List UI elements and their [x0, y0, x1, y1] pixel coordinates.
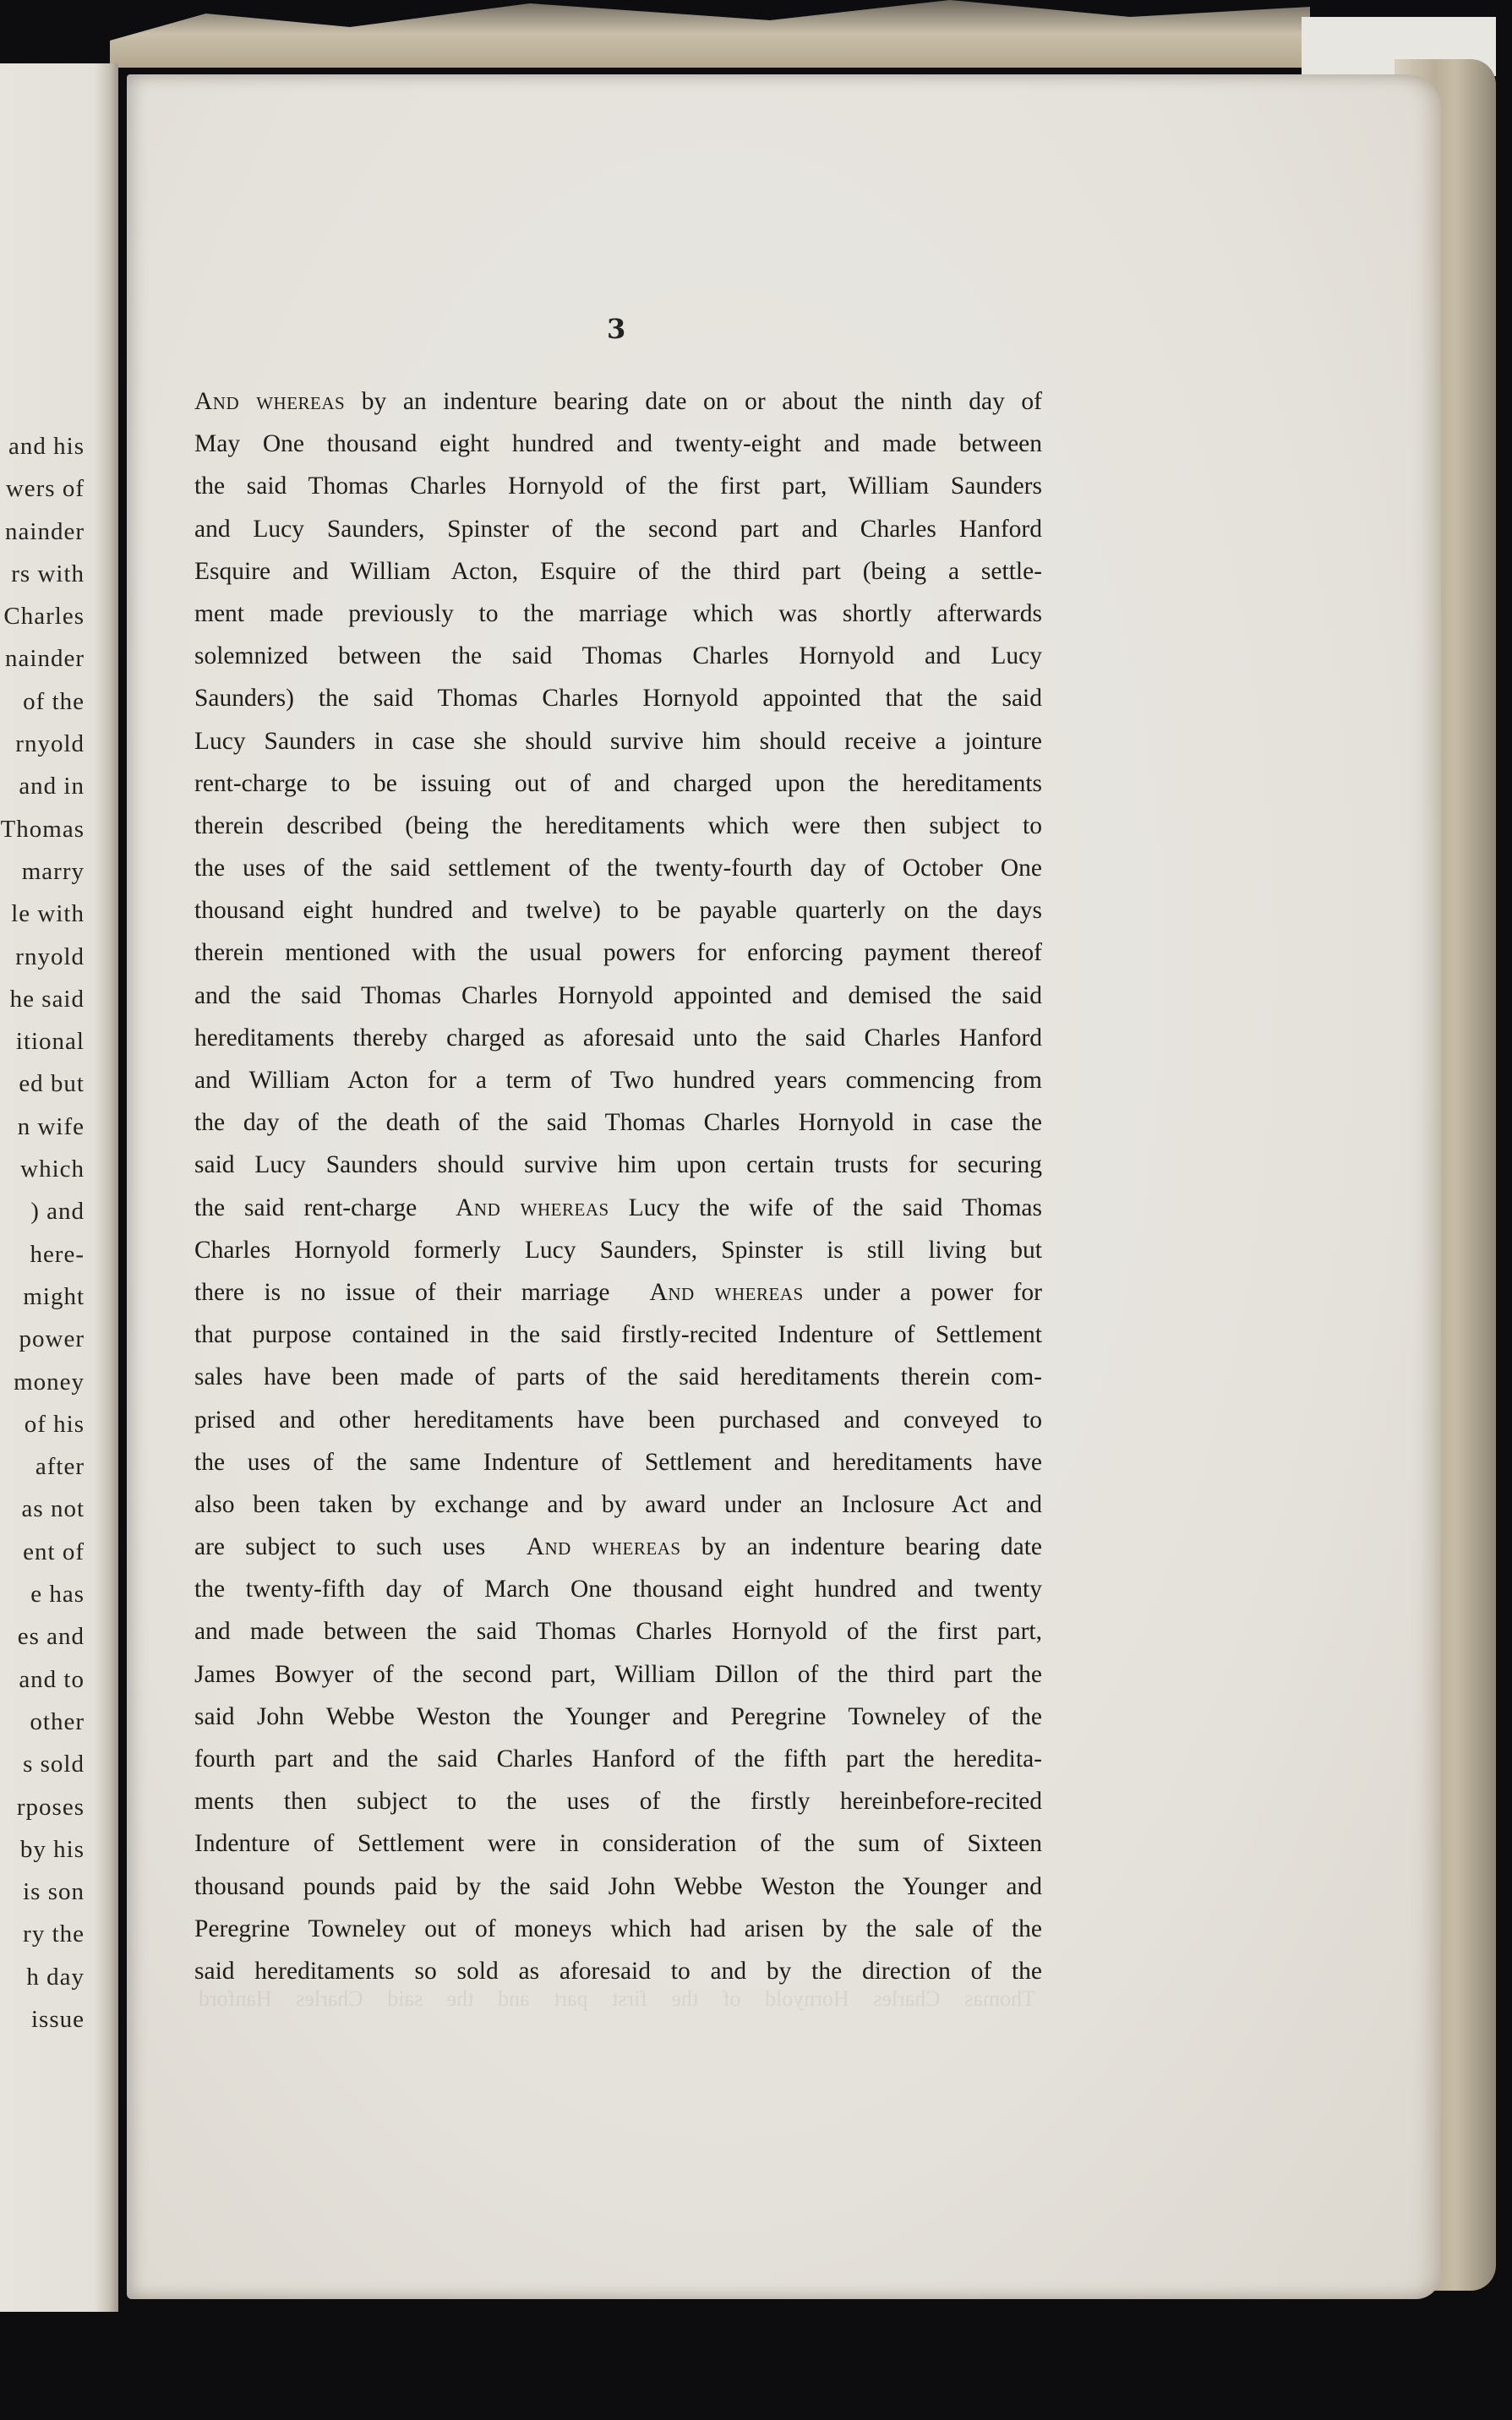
left-page-line: rs with — [11, 560, 85, 587]
text-line: said hereditaments so sold as aforesaid to and by the direction of the — [194, 1957, 1042, 1985]
left-page-line: rnyold — [15, 730, 85, 758]
text-line: also been taken by exchange and by award under an Inclosure Act and — [194, 1490, 1042, 1518]
text-line — [194, 1187, 1042, 1229]
text-segment: the said rent-charge — [194, 1194, 456, 1221]
text-line: thousand eight hundred and twelve) to be payable quarterly on the days — [194, 897, 1042, 925]
left-page-line: rposes — [16, 1793, 85, 1821]
left-page-line: h day — [26, 1963, 85, 1991]
left-page-line: ent of — [23, 1538, 85, 1565]
left-page-line: ) and — [30, 1198, 85, 1226]
text-line: Indenture of Settlement were in consideration of the sum of Sixteen — [194, 1830, 1042, 1858]
left-page-line: of his — [24, 1410, 85, 1438]
left-page-line: marry — [21, 857, 85, 885]
left-page-line: and his — [8, 433, 85, 460]
text-line: ment made previously to the marriage which was shortly afterwards — [194, 599, 1042, 627]
left-page-line: he said — [9, 985, 85, 1013]
left-page-line: other — [30, 1707, 85, 1735]
small-caps-heading: And whereas — [526, 1533, 681, 1561]
left-page-line: by his — [19, 1835, 85, 1863]
left-page-line: money — [14, 1368, 85, 1396]
torn-paper-top — [110, 0, 1310, 68]
text-line: that purpose contained in the said firstly-recited Indenture of Settlement — [194, 1321, 1042, 1349]
text-line: Lucy Saunders in case she should survive him should receive a jointure — [194, 727, 1042, 755]
text-line: the twenty-fifth day of March One thousand eight hundred and twenty — [194, 1576, 1042, 1603]
left-page-line: es and — [17, 1623, 85, 1651]
text-line: solemnized between the said Thomas Charles Hornyold and Lucy — [194, 642, 1042, 670]
left-page-line: e has — [30, 1581, 85, 1609]
text-segment: by an indenture bearing date — [680, 1533, 1042, 1561]
left-page-line: le with — [11, 900, 85, 928]
text-line: the uses of the same Indenture of Settlement and hereditaments have — [194, 1448, 1042, 1476]
left-page-line: might — [23, 1282, 85, 1310]
text-line: ments then subject to the uses of the firstly hereinbefore-recited — [194, 1788, 1042, 1816]
left-page — [0, 63, 118, 2312]
left-page-line: and to — [19, 1665, 85, 1693]
text-line: said Lucy Saunders should survive him upon certain trusts for securing — [194, 1151, 1042, 1179]
text-line: Peregrine Towneley out of moneys which had arisen by the sale of the — [194, 1915, 1042, 1942]
left-page-line: wers of — [5, 475, 85, 503]
text-line: the uses of the said settlement of the twenty-fourth day of October One — [194, 855, 1042, 882]
left-page-line: which — [20, 1155, 85, 1183]
text-segment: there is no issue of their marriage — [194, 1278, 650, 1306]
text-line: therein mentioned with the usual powers for enforcing payment thereof — [194, 939, 1042, 967]
small-caps-heading: And whereas — [649, 1278, 804, 1306]
text-line: Charles Hornyold formerly Lucy Saunders, Spinster is still living but — [194, 1236, 1042, 1264]
text-line: and William Acton for a term of Two hundred years commencing from — [194, 1067, 1042, 1094]
text-segment: under a power for — [803, 1278, 1042, 1306]
left-page-text — [1, 425, 85, 2040]
text-line: said John Webbe Weston the Younger and Peregrine Towneley of the — [194, 1702, 1042, 1730]
left-page-line: after — [35, 1453, 85, 1481]
left-page-line: of the — [23, 687, 85, 715]
text-segment: by an indenture bearing date on or about the ninth day of — [345, 388, 1042, 415]
text-line — [194, 380, 1042, 423]
text-line — [194, 1526, 1042, 1568]
text-line: fourth part and the said Charles Hanford of the fifth part the heredita- — [194, 1745, 1042, 1773]
text-line: rent-charge to be issuing out of and charged upon the hereditaments — [194, 769, 1042, 797]
text-line: therein described (being the hereditaments which were then subject to — [194, 811, 1042, 839]
left-page-line: Charles — [3, 603, 85, 631]
text-line: the said Thomas Charles Hornyold of the first part, William Saunders — [194, 473, 1042, 500]
left-page-line: n wife — [17, 1112, 85, 1140]
left-page-line: as not — [21, 1495, 85, 1523]
text-segment: Lucy the wife of the said Thomas — [609, 1194, 1042, 1221]
left-page-line: nainder — [5, 517, 85, 545]
page-number: 3 — [607, 313, 626, 345]
text-line: hereditaments thereby charged as aforesaid unto the said Charles Hanford — [194, 1024, 1042, 1052]
left-page-line: nainder — [5, 645, 85, 673]
text-line: May One thousand eight hundred and twenty-eight and made between — [194, 430, 1042, 458]
text-line: prised and other hereditaments have been purchased and conveyed to — [194, 1406, 1042, 1434]
left-page-line: and in — [19, 773, 85, 800]
text-line: thousand pounds paid by the said John Webbe Weston the Younger and — [194, 1872, 1042, 1900]
small-caps-heading: And whereas — [194, 388, 346, 415]
text-segment: are subject to such uses — [194, 1533, 527, 1561]
text-line: and Lucy Saunders, Spinster of the second part and Charles Hanford — [194, 515, 1042, 543]
text-line — [194, 1271, 1042, 1314]
small-caps-heading: And whereas — [456, 1194, 609, 1221]
text-line: and made between the said Thomas Charles Hornyold of the first part, — [194, 1618, 1042, 1646]
left-page-line: power — [19, 1325, 85, 1353]
text-line: Saunders) the said Thomas Charles Hornyold appointed that the said — [194, 685, 1042, 713]
left-page-line: s sold — [23, 1751, 85, 1778]
text-line: and the said Thomas Charles Hornyold appointed and demised the said — [194, 981, 1042, 1009]
left-page-line: ry the — [23, 1920, 85, 1948]
left-page-line: Thomas — [0, 815, 85, 843]
left-page-line: is son — [23, 1878, 85, 1906]
text-line: James Bowyer of the second part, William Dillon of the third part the — [194, 1660, 1042, 1688]
left-page-line: itional — [15, 1028, 85, 1056]
body-text — [194, 380, 1042, 1992]
left-page-line: rnyold — [15, 942, 85, 970]
left-page-line: ed but — [19, 1070, 85, 1098]
left-page-line: issue — [31, 2005, 85, 2033]
show-through-text: Thomas Charles Hornyold of the first part and the said Charles Hanford — [199, 1986, 1035, 2011]
text-line: the day of the death of the said Thomas Charles Hornyold in case the — [194, 1109, 1042, 1137]
left-page-line: here- — [30, 1240, 85, 1268]
text-line: sales have been made of parts of the said hereditaments therein com- — [194, 1363, 1042, 1391]
text-line: Esquire and William Acton, Esquire of the third part (being a settle- — [194, 557, 1042, 585]
